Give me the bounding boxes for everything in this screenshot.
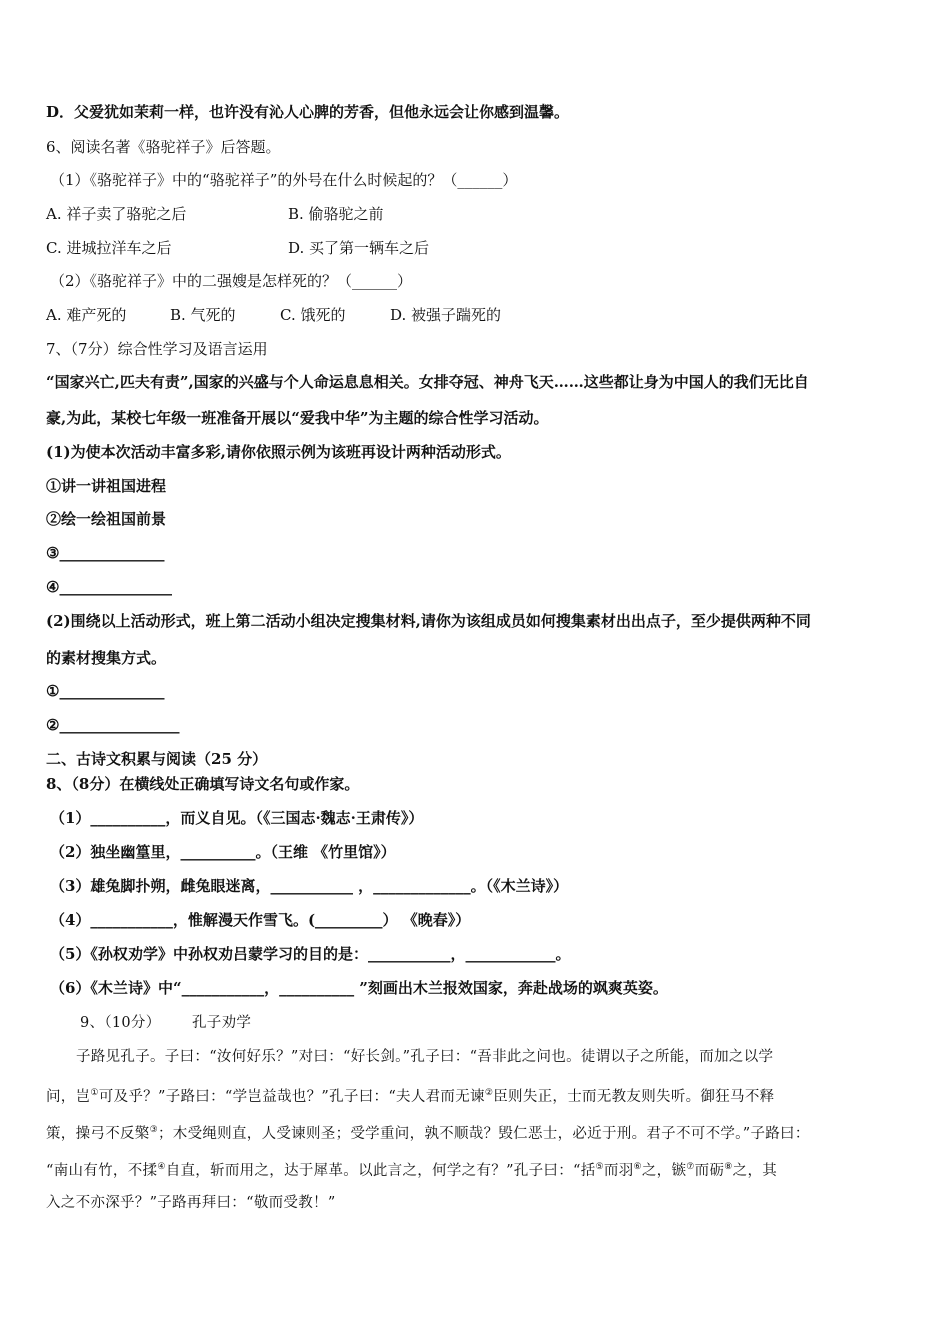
q7-title: 7、（7分）综合性学习及语言运用	[46, 340, 268, 358]
q6-s1-option-a: A. 祥子卖了骆驼之后	[46, 205, 187, 223]
section-2-heading: 二、古诗文积累与阅读（25 分）	[46, 750, 268, 768]
footnote-mark-2: ②	[484, 1088, 494, 1098]
q8-line1: （1）__________，而义自见。（《三国志·魏志·王肃传》）	[50, 809, 424, 827]
passage-line4	[46, 1157, 777, 1181]
passage-line3-b: ；木受绳则直，人受谏则圣；受学重问，孰不顺哉？毁仁恶士，必近于刑。君子不可不学。”子路曰：	[157, 1125, 810, 1142]
q6-s1-option-b: B. 偷骆驼之前	[288, 205, 384, 223]
q8-line2: （2）独坐幽篁里，__________。（王维 《竹里馆》）	[50, 843, 396, 861]
footnote-mark-5: ⑤	[595, 1162, 604, 1172]
q7-part2-item2: ②________________	[46, 716, 180, 734]
q6-s1-option-c: C. 进城拉洋车之后	[46, 239, 172, 257]
passage-line4-f: 之，其	[732, 1162, 778, 1179]
q7-part2-line1: (2)围绕以上活动形式，班上第二活动小组决定搜集材料,请你为该组成员如何搜集素材出出点子，至少提供两种不同	[46, 612, 811, 630]
q8-line3: （3）雄兔脚扑朔，雌兔眼迷离，___________ ，_____________。（《木兰诗》）	[50, 877, 569, 895]
footnote-mark-8: ⑧	[724, 1162, 733, 1172]
q8-title: 8、（8分）在横线处正确填写诗文名句或作家。	[46, 775, 360, 793]
passage-line4-a: “南山有竹，不揉	[46, 1162, 158, 1179]
q7-intro-line1: “国家兴亡,匹夫有责”,国家的兴盛与个人命运息息相关。女排夺冠、神舟飞天……这些都让身为中国人的我们无比自	[46, 373, 809, 391]
q8-line5: （5）《孙权劝学》中孙权劝吕蒙学习的目的是：___________，____________。	[50, 945, 571, 963]
footnote-mark-1: ①	[90, 1088, 99, 1098]
q8-line6: （6）《木兰诗》中“___________，__________ ”刻画出木兰报效国家，奔赴战场的飒爽英姿。	[50, 979, 668, 997]
passage-line3	[46, 1120, 810, 1144]
option-d-line: D．父爱犹如茉莉一样，也许没有沁人心脾的芳香，但他永远会让你感到温馨。	[46, 103, 570, 121]
passage-line3-a: 策，操弓不反檠	[46, 1125, 150, 1142]
passage-line1: 子路见孔子。子曰：“汝何好乐？”对曰：“好长剑。”孔子曰：“吾非此之问也。徒谓以子之所能，而加之以学	[76, 1049, 774, 1065]
q6-title: 6、阅读名著《骆驼祥子》后答题。	[46, 138, 281, 156]
passage-line4-e: 而砺	[694, 1162, 725, 1179]
q6-s2-option-b: B. 气死的	[170, 306, 236, 324]
q7-part1-item1: ①讲一讲祖国进程	[46, 477, 167, 495]
q9-title: 9、（10分）	[80, 1015, 161, 1031]
q8-line4: （4）___________，惟解漫天作雪飞。(_________） 《晚春》）	[50, 911, 471, 929]
q7-part2-line2: 的素材搜集方式。	[46, 649, 167, 667]
passage-line4-c: 而羽	[603, 1162, 634, 1179]
passage-line2-c: 臣则失正，士而无教友则失听。御狂马不释	[493, 1088, 775, 1105]
footnote-mark-7: ⑦	[686, 1162, 695, 1172]
q9-heading: 孔子劝学	[192, 1015, 252, 1031]
passage-line2	[46, 1083, 774, 1107]
q7-part1: (1)为使本次活动丰富多彩,请你依照示例为该班再设计两种活动形式。	[46, 443, 511, 461]
passage-line4-d: 之，镞	[641, 1162, 687, 1179]
passage-line5: 入之不亦深乎？”子路再拜曰：“敬而受教！”	[46, 1195, 336, 1211]
q7-part2-item1: ①______________	[46, 682, 165, 700]
passage-line2-a: 问，岂	[46, 1088, 91, 1105]
passage-line2-b: 可及乎？”子路曰：“学岂益哉也？”孔子曰：“夫人君而无谏	[98, 1088, 485, 1105]
footnote-mark-6: ⑥	[633, 1162, 642, 1172]
q7-intro-line2: 豪,为此，某校七年级一班准备开展以“爱我中华”为主题的综合性学习活动。	[46, 409, 549, 427]
footnote-mark-4: ④	[157, 1162, 166, 1172]
q6-sub1: （1）《骆驼祥子》中的“骆驼祥子”的外号在什么时候起的？（______）	[50, 171, 518, 189]
q6-s1-option-d: D. 买了第一辆车之后	[288, 239, 430, 257]
footnote-mark-3: ③	[149, 1125, 158, 1135]
q6-sub2: （2）《骆驼祥子》中的二强嫂是怎样死的？（______）	[50, 272, 413, 290]
q7-part1-item3: ③______________	[46, 544, 165, 562]
q6-s2-option-d: D. 被强子踹死的	[390, 306, 502, 324]
q6-s2-option-a: A. 难产死的	[46, 306, 127, 324]
q7-part1-item2: ②绘一绘祖国前景	[46, 510, 167, 528]
q7-part1-item4: ④_______________	[46, 578, 172, 596]
q6-s2-option-c: C. 饿死的	[280, 306, 346, 324]
passage-line4-b: 自直，斩而用之，达于犀革。以此言之，何学之有？”孔子曰：“括	[165, 1162, 596, 1179]
